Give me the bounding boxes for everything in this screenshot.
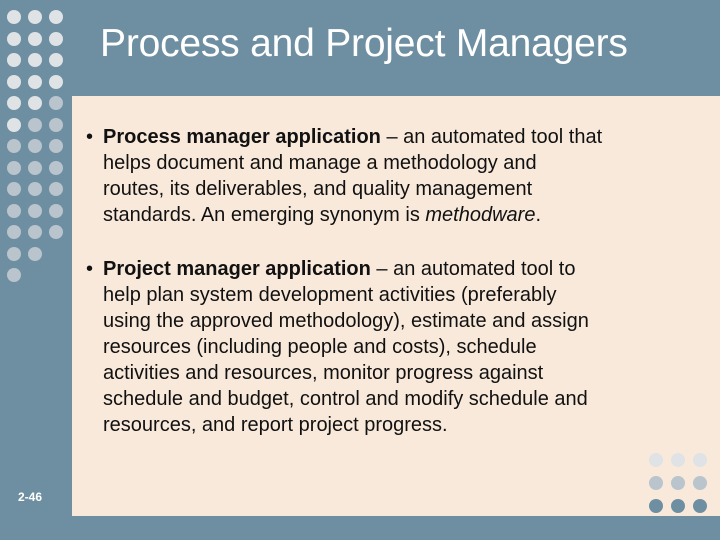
decorative-dot (7, 247, 21, 261)
decorative-dot (49, 204, 63, 218)
decorative-dot (671, 476, 685, 490)
decorative-dot (7, 268, 21, 282)
decorative-dot (28, 268, 42, 282)
decorative-dot (28, 139, 42, 153)
decorative-dot (49, 290, 63, 304)
decorative-dot (7, 75, 21, 89)
decorative-dot (49, 10, 63, 24)
decorative-dot (7, 10, 21, 24)
decorative-dot (49, 96, 63, 110)
decorative-dot (7, 225, 21, 239)
bullet-text: – an automated tool to (370, 258, 576, 280)
decorative-dot (28, 75, 42, 89)
bullet-line: helps document and manage a methodology and (103, 152, 537, 174)
decorative-dot (49, 268, 63, 282)
decorative-dot (7, 290, 21, 304)
bullet-line (103, 124, 602, 150)
decorative-dot (28, 32, 42, 46)
decorative-dot (28, 10, 42, 24)
bottom-decorative-band (72, 516, 720, 540)
bullet-text: standards. An emerging synonym is (103, 204, 426, 226)
decorative-dot (693, 521, 707, 535)
decorative-dot (649, 499, 663, 513)
bullet-line (103, 202, 602, 228)
decorative-dot (28, 247, 42, 261)
decorative-dot (7, 182, 21, 196)
decorative-dot (28, 290, 42, 304)
slide-number: 2-46 (18, 490, 43, 504)
bullet-line: help plan system development activities (preferably (103, 284, 557, 306)
decorative-dot (7, 32, 21, 46)
decorative-dot (49, 354, 63, 368)
bullet-line: activities and resources, monitor progress against (103, 362, 544, 384)
decorative-dot (7, 161, 21, 175)
decorative-dot (671, 521, 685, 535)
decorative-dot (693, 499, 707, 513)
decorative-dot (28, 333, 42, 347)
bullet-line: resources (including people and costs), schedule (103, 336, 537, 358)
bullet-term: Process manager application (103, 126, 381, 148)
decorative-dot (28, 182, 42, 196)
decorative-dot (7, 118, 21, 132)
decorative-dot (28, 53, 42, 67)
decorative-dot (7, 53, 21, 67)
bullet-line: using the approved methodology), estimate and assign (103, 310, 589, 332)
decorative-dot (649, 476, 663, 490)
decorative-dot (49, 311, 63, 325)
decorative-dot (7, 311, 21, 325)
bullet-line: routes, its deliverables, and quality management (103, 178, 533, 200)
bullet-line: resources, and report project progress. (103, 414, 448, 436)
decorative-dot (649, 521, 663, 535)
decorative-dot (49, 161, 63, 175)
bullet-marker: • (86, 126, 94, 148)
decorative-dot (7, 139, 21, 153)
bullet-term: Project manager application (103, 258, 371, 280)
decorative-dot (28, 354, 42, 368)
decorative-dot (28, 161, 42, 175)
bullet-text: – an automated tool that (380, 126, 603, 148)
decorative-dot (49, 333, 63, 347)
decorative-dot (28, 204, 42, 218)
decorative-dot (49, 32, 63, 46)
decorative-dot (49, 118, 63, 132)
decorative-dot (671, 499, 685, 513)
bullet-text: . (535, 204, 542, 226)
decorative-dot (7, 354, 21, 368)
decorative-dot (49, 75, 63, 89)
decorative-dot (28, 311, 42, 325)
decorative-dot (671, 453, 685, 467)
decorative-dot (7, 204, 21, 218)
bullet-project-manager (86, 256, 706, 438)
emphasized-term: methodware (425, 204, 536, 226)
decorative-dot (49, 53, 63, 67)
decorative-dot (49, 225, 63, 239)
decorative-dot (28, 118, 42, 132)
bullet-line: schedule and budget, control and modify schedule and (103, 388, 588, 410)
decorative-dot (49, 247, 63, 261)
slide-title: Process and Project Managers (100, 22, 628, 65)
decorative-dot (49, 182, 63, 196)
decorative-dot (693, 476, 707, 490)
bullet-process-manager (86, 124, 706, 228)
decorative-dot (28, 225, 42, 239)
decorative-dot (7, 96, 21, 110)
bullet-marker: • (86, 258, 94, 280)
decorative-dot (649, 453, 663, 467)
decorative-dot (28, 96, 42, 110)
decorative-dot (49, 139, 63, 153)
decorative-dot (693, 453, 707, 467)
bullet-line (103, 256, 589, 282)
decorative-dot (7, 333, 21, 347)
